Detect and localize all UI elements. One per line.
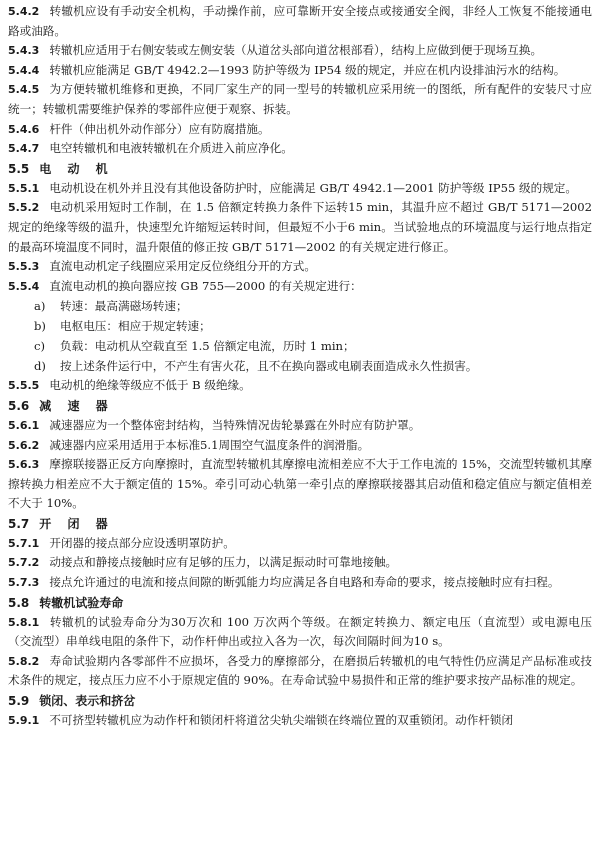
clause-5-7-3: 5.7.3 接点允许通过的电流和接点间隙的断弧能力均应满足各自电路和寿命的要求，接点接触时应有扫程。 [8, 575, 560, 590]
clause-5-8-1: 5.8.1 转辙机的试验寿命分为30万次和 100 万次两个等级。在额定转换力、额定电压（直流型）或电源电压（交流型）串单线电阻的条件下，动作杆伸出或拉入各为一次，每次间隔时间为10 s。 [8, 614, 592, 649]
clause-5-6-1: 5.6.1 减速器应为一个整体密封结构，当特殊情况齿轮暴露在外时应有防护罩。 [8, 417, 421, 432]
clause-5-5-4: 5.5.4 直流电动机的换向器应按 GB 755—2000 的有关规定进行： [8, 278, 362, 293]
clause-5-4-2: 5.4.2 转辙机应设有手动安全机构，手动操作前，应可靠断开安全接点或接通安全阀，非经人工恢复不能接通电路或油路。 [8, 4, 592, 38]
section-heading-5-5: 5.5 电 动 机 [8, 161, 114, 176]
section-heading-5-6: 5.6 减 速 器 [8, 398, 114, 413]
clause-5-5-3: 5.5.3 直流电动机定子线圈应采用定反位绕组分开的方式。 [8, 259, 316, 274]
list-item: d) 按上述条件运行中，不产生有害火花，且不在换向器或电刷表面造成永久性损害。 [34, 359, 478, 374]
section-heading-5-8: 5.8 转辙机试验寿命 [8, 595, 124, 610]
section-heading-5-9: 5.9 锁闭、表示和挤岔 [8, 694, 136, 709]
clause-5-9-1: 5.9.1 不可挤型转辙机应为动作杆和锁闭杆将道岔尖轨尖端锁在终端位置的双重锁闭。动作杆锁闭 [8, 713, 514, 728]
clause-5-6-3: 5.6.3 摩擦联接器正反方向摩擦时，直流型转辙机其摩擦电流相差应不大于工作电流的 15%，交流型转辙机其摩擦转换力相差应不大于额定值的 15%。牵引可动心轨第一牵引点的摩擦联接器其启动值和稳定值应与额定值相差不大于 10%。 [8, 457, 592, 511]
list-item: c) 负载：电动机从空载直至 1.5 倍额定电流，历时 1 min； [34, 339, 355, 354]
clause-5-5-2: 5.5.2 电动机采用短时工作制，在 1.5 倍额定转换力条件下运转15 min，其温升应不超过 GB/T 5171—2002 规定的绝缘等级的温升，快速型允许缩短运转时间，但最短不小于6 min。当试验地点的环境温度与运行地点指定的最高环境温度不同时，温升限值的修正按 GB/T 5171—2002 的有关规定进行修正。 [8, 200, 592, 254]
clause-5-5-1: 5.5.1 电动机设在机外并且没有其他设备防护时，应能满足 GB/T 4942.1—2001 防护等级 IP55 级的规定。 [8, 180, 577, 195]
clause-5-4-4: 5.4.4 转辙机应能满足 GB/T 4942.2—1993 防护等级为 IP54 级的规定，并应在机内设排油污水的结构。 [8, 62, 566, 77]
list-item: a) 转速：最高满磁场转速； [34, 299, 188, 314]
clause-5-5-5: 5.5.5 电动机的绝缘等级应不低于 B 级绝缘。 [8, 378, 251, 393]
clause-5-4-7: 5.4.7 电空转辙机和电液转辙机在介质进入前应净化。 [8, 141, 293, 156]
clause-5-4-3: 5.4.3 转辙机应适用于右侧安装或左侧安装（从道岔头部向道岔根部看），结构上应做到便于现场互换。 [8, 43, 543, 58]
clause-5-8-2: 5.8.2 寿命试验期内各零部件不应损坏，各受力的摩擦部分，在磨损后转辙机的电气特性仍应满足产品标准或技术条件的规定，接点压力应不小于原规定值的 90%。在寿命试验中易损件和正常的维护要求按产品标准的规定。 [8, 653, 592, 688]
clause-5-4-6: 5.4.6 杆件（伸出机外动作部分）应有防腐措施。 [8, 121, 270, 136]
section-heading-5-7: 5.7 开 闭 器 [8, 516, 114, 531]
clause-5-6-2: 5.6.2 减速器内应采用适用于本标准5.1周围空气温度条件的润滑脂。 [8, 437, 370, 452]
list-item: b) 电枢电压：相应于规定转速； [34, 319, 211, 334]
clause-5-7-2: 5.7.2 动接点和静接点接触时应有足够的压力，以满足振动时可靠地接触。 [8, 555, 398, 570]
clause-5-4-5: 5.4.5 为方便转辙机维修和更换，不同厂家生产的同一型号的转辙机应采用统一的图纸，所有配件的安装尺寸应统一；转辙机需要维护保养的零部件应便于观察、拆装。 [8, 82, 592, 116]
clause-5-7-1: 5.7.1 开闭器的接点部分应设透明罩防护。 [8, 535, 235, 550]
